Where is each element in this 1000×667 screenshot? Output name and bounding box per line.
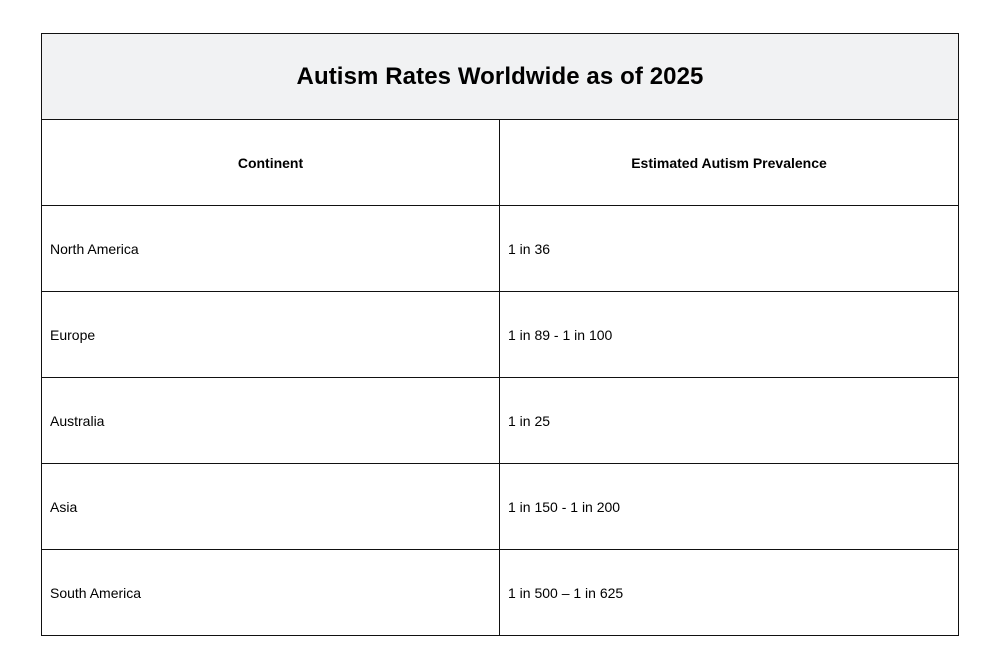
continent-cell: Europe: [42, 292, 500, 378]
continent-cell: Australia: [42, 378, 500, 464]
table-row: [42, 206, 959, 292]
continent-cell: Asia: [42, 464, 500, 550]
header-row: [42, 120, 959, 206]
table-row: [42, 550, 959, 636]
column-header-prevalence: Estimated Autism Prevalence: [500, 120, 959, 206]
table-container: [41, 33, 958, 634]
table-row: [42, 464, 959, 550]
table-row: [42, 292, 959, 378]
prevalence-cell: 1 in 36: [500, 206, 959, 292]
column-header-continent: Continent: [42, 120, 500, 206]
title-row: [42, 34, 959, 120]
table-row: [42, 378, 959, 464]
table-title: Autism Rates Worldwide as of 2025: [42, 34, 959, 120]
prevalence-cell: 1 in 25: [500, 378, 959, 464]
autism-rates-table: [41, 33, 959, 636]
prevalence-cell: 1 in 89 - 1 in 100: [500, 292, 959, 378]
continent-cell: South America: [42, 550, 500, 636]
prevalence-cell: 1 in 150 - 1 in 200: [500, 464, 959, 550]
prevalence-cell: 1 in 500 – 1 in 625: [500, 550, 959, 636]
continent-cell: North America: [42, 206, 500, 292]
